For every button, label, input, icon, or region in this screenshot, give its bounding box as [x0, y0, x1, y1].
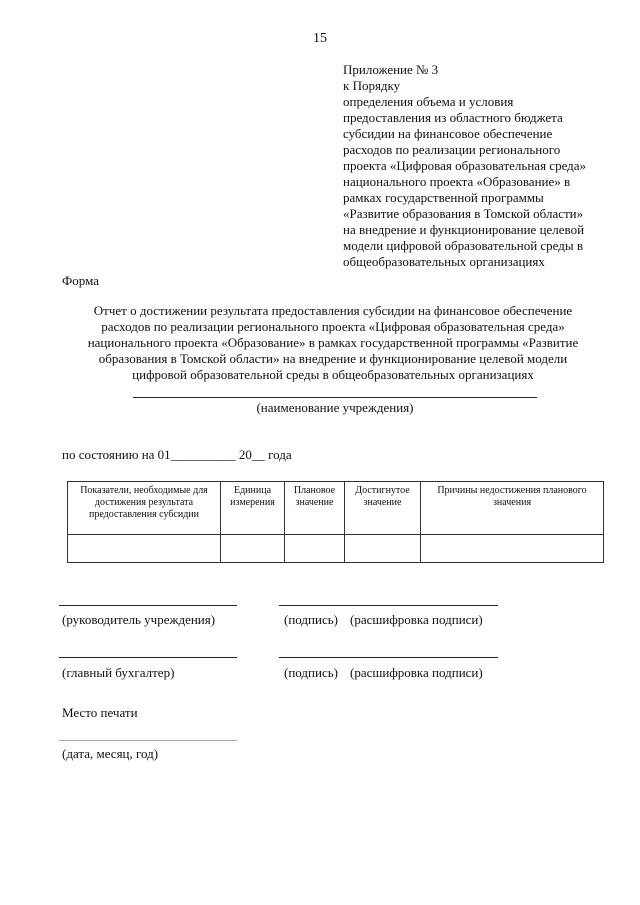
annex-line: проекта «Цифровая образовательная среда»	[343, 158, 587, 173]
head-name-line[interactable]	[59, 605, 237, 606]
page-number: 15	[313, 31, 327, 46]
accountant-name-line[interactable]	[59, 657, 237, 658]
annex-line: предоставления из областного бюджета	[343, 110, 563, 125]
form-label: Форма	[62, 273, 99, 288]
institution-name-line[interactable]	[133, 397, 537, 398]
cell-achieved[interactable]	[345, 535, 421, 563]
head-sign-caption: (подпись)	[284, 612, 338, 627]
accountant-sign-caption: (подпись)	[284, 665, 338, 680]
accountant-label: (главный бухгалтер)	[62, 665, 175, 680]
cell-indicators[interactable]	[68, 535, 221, 563]
accountant-decode-caption: (расшифровка подписи)	[350, 665, 483, 680]
header-achieved: Достигнутое значение	[345, 482, 421, 535]
table-row	[68, 535, 604, 563]
report-title-line: расходов по реализации регионального проекта «Цифровая образовательная среда»	[101, 319, 565, 334]
annex-line: определения объема и условия	[343, 94, 514, 109]
header-unit: Единица измерения	[221, 482, 285, 535]
annex-line: «Развитие образования в Томской области»	[343, 206, 584, 221]
report-title-line: национального проекта «Образование» в рамках государственной программы «Развитие	[87, 335, 579, 350]
head-label: (руководитель учреждения)	[62, 612, 216, 627]
header-planned: Плановое значение	[285, 482, 345, 535]
report-title-line: Отчет о достижении результата предоставления субсидии на финансовое обеспечение	[93, 303, 573, 318]
annex-line: общеобразовательных организациях	[343, 254, 545, 269]
cell-unit[interactable]	[221, 535, 285, 563]
report-title-line: цифровой образовательной среды в общеобразовательных организациях	[132, 367, 534, 382]
annex-line: рамках государственной программы	[343, 190, 544, 205]
institution-caption: (наименование учреждения)	[256, 400, 414, 415]
annex-line: субсидии на финансовое обеспечение	[343, 126, 553, 141]
annex-line: расходов по реализации регионального	[343, 142, 561, 157]
accountant-signature-line[interactable]	[279, 657, 498, 658]
report-table	[67, 481, 604, 563]
annex-line: Приложение № 3	[343, 62, 439, 77]
cell-planned[interactable]	[285, 535, 345, 563]
header-reasons: Причины недостижения планового значения	[421, 482, 604, 535]
head-decode-caption: (расшифровка подписи)	[350, 612, 483, 627]
report-title-line: образования в Томской области» на внедрение и функционирование целевой модели	[98, 351, 568, 366]
date-line[interactable]	[59, 740, 237, 741]
cell-reasons[interactable]	[421, 535, 604, 563]
annex-line: модели цифровой образовательной среды в	[343, 238, 584, 253]
date-caption: (дата, месяц, год)	[62, 746, 159, 761]
annex-block	[343, 62, 623, 270]
report-title	[50, 303, 616, 383]
annex-line: на внедрение и функционирование целевой	[343, 222, 585, 237]
stamp-place: Место печати	[62, 705, 138, 720]
annex-line: к Порядку	[343, 78, 401, 93]
annex-line: национального проекта «Образование» в	[343, 174, 571, 189]
head-signature-line[interactable]	[279, 605, 498, 606]
header-indicators: Показатели, необходимые для достижения результата предоставления субсидии	[68, 482, 221, 535]
table-header-row	[68, 482, 604, 535]
as-of-date: по состоянию на 01__________ 20__ года	[62, 447, 292, 462]
